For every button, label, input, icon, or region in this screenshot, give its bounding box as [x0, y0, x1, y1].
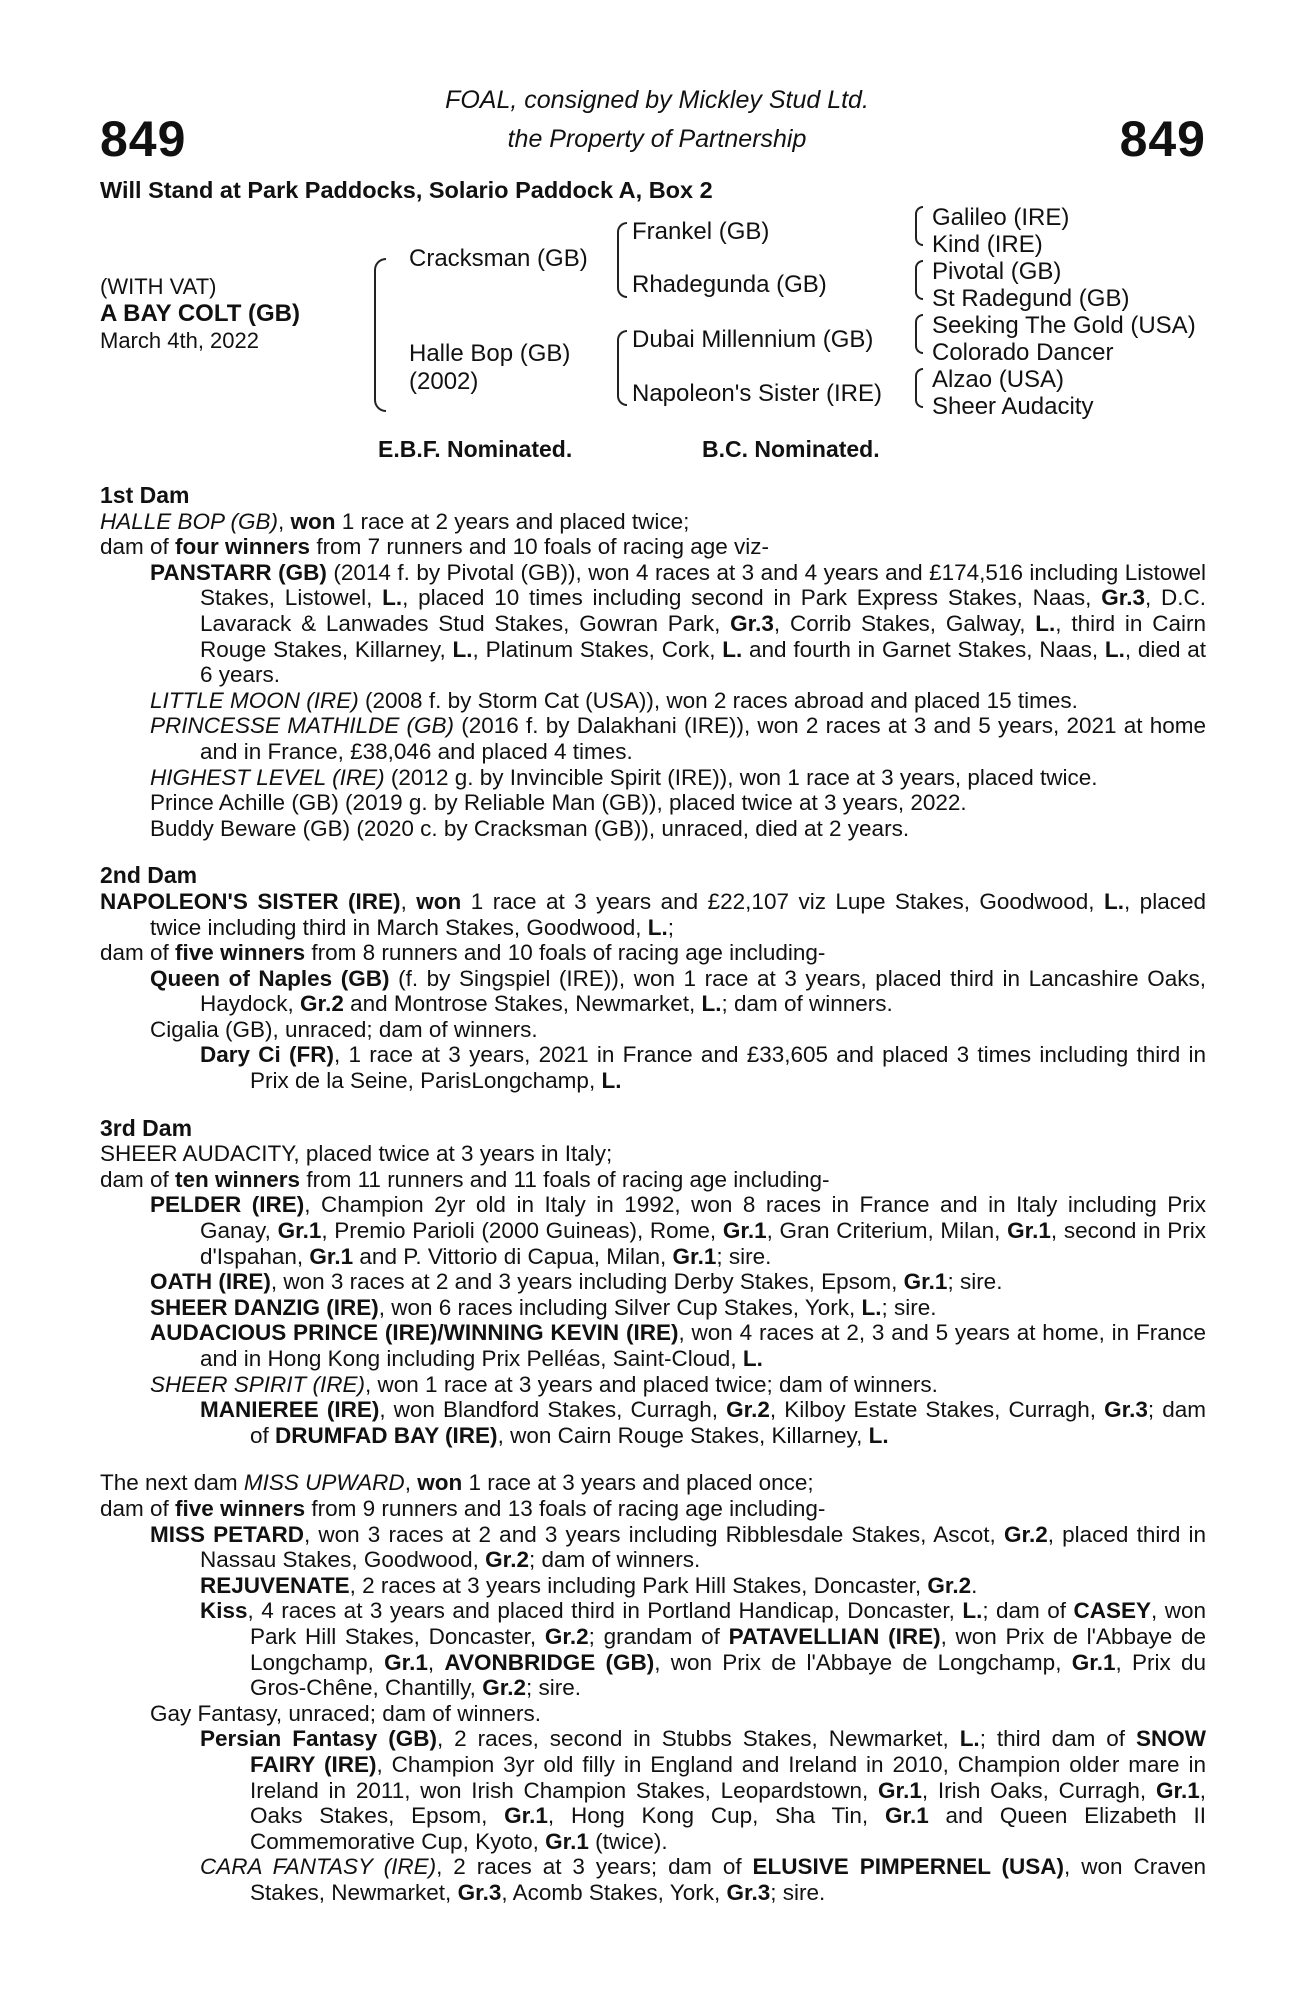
dam-of-dam: Napoleon's Sister (IRE): [632, 380, 883, 407]
third-dam-heading: 3rd Dam: [100, 1114, 193, 1141]
ggp-6: Colorado Dancer: [932, 339, 1114, 366]
sire-of-dam: Dubai Millennium (GB): [632, 326, 874, 353]
produce-audacious-prince: AUDACIOUS PRINCE (IRE)/WINNING KEVIN (IRE), won 4 races at 2, 3 and 5 years at home, in France and in Hong Kong including Prix Pelléas, Saint-Cloud, L.: [150, 1320, 1206, 1371]
produce-sheer-spirit: SHEER SPIRIT (IRE), won 1 race at 3 years and placed twice; dam of winners.: [150, 1371, 938, 1397]
ggp-7: Alzao (USA): [932, 366, 1065, 393]
dam: Halle Bop (GB): [409, 340, 571, 367]
produce-princesse-mathilde: PRINCESSE MATHILDE (GB) (2016 f. by Dalakhani (IRE)), won 2 races at 3 and 5 years, 2021 at home and in France, £38,046 and placed 4 times.: [150, 713, 1206, 764]
dam-of-sire: Rhadegunda (GB): [632, 271, 827, 298]
ggp-1: Galileo (IRE): [932, 204, 1070, 231]
produce-highest-level: HIGHEST LEVEL (IRE) (2012 g. by Invincible Spirit (IRE)), won 1 race at 3 years, placed twice.: [150, 764, 1098, 790]
consignor-line: FOAL, consigned by Mickley Stud Ltd.: [445, 86, 869, 114]
vat-note: (WITH VAT): [100, 274, 217, 299]
sire-of-sire: Frankel (GB): [632, 218, 770, 245]
pedigree-brace-dam: [617, 330, 627, 406]
first-dam-entry: HALLE BOP (GB), won 1 race at 2 years and placed twice;: [100, 508, 690, 534]
produce-manieree: MANIEREE (IRE), won Blandford Stakes, Curragh, Gr.2, Kilboy Estate Stakes, Curragh, Gr.3; dam of DRUMFAD BAY (IRE), won Cairn Rouge Stakes, Killarney, L.: [200, 1397, 1206, 1448]
produce-buddy-beware: Buddy Beware (GB) (2020 c. by Cracksman (GB)), unraced, died at 2 years.: [150, 815, 910, 841]
pedigree-brace-ss: [915, 206, 923, 246]
catalogue-body: [100, 483, 1206, 1905]
first-dam-heading: 1st Dam: [100, 482, 190, 508]
produce-dary-ci: Dary Ci (FR), 1 race at 3 years, 2021 in France and £33,605 and placed 3 times including third in Prix de la Seine, ParisLongchamp, L.: [200, 1042, 1206, 1094]
produce-cara-fantasy: CARA FANTASY (IRE), 2 races at 3 years; dam of ELUSIVE PIMPERNEL (USA), won Craven Stakes, Newmarket, Gr.3, Acomb Stakes, York, Gr.3; sire.: [200, 1854, 1206, 1905]
ebf-nomination: E.B.F. Nominated.: [378, 436, 573, 462]
produce-rejuvenate: REJUVENATE, 2 races at 3 years including Park Hill Stakes, Doncaster, Gr.2.: [200, 1572, 978, 1598]
first-dam-produce-summary: dam of four winners from 7 runners and 10 foals of racing age viz-: [100, 534, 770, 560]
pedigree-brace-sd: [915, 260, 923, 300]
ggp-3: Pivotal (GB): [932, 258, 1062, 285]
produce-miss-petard: MISS PETARD, won 3 races at 2 and 3 years including Ribblesdale Stakes, Ascot, Gr.2, placed third in Nassau Stakes, Goodwood, Gr.2; dam of winners.: [150, 1521, 1206, 1573]
produce-prince-achille: Prince Achille (GB) (2019 g. by Reliable Man (GB)), placed twice at 3 years, 2022.: [150, 790, 967, 816]
sire: Cracksman (GB): [409, 245, 588, 272]
ggp-5: Seeking The Gold (USA): [932, 312, 1196, 339]
second-dam-entry: NAPOLEON'S SISTER (IRE), won 1 race at 3 years and £22,107 viz Lupe Stakes, Goodwood, L., placed twice including third in March Stakes, Goodwood, L.;: [100, 888, 1206, 940]
ggp-2: Kind (IRE): [932, 231, 1043, 258]
pedigree-brace-dd: [915, 368, 923, 408]
stand-location: Will Stand at Park Paddocks, Solario Paddock A, Box 2: [100, 177, 713, 203]
pedigree-brace-sire: [617, 222, 627, 298]
dam-year: (2002): [409, 368, 479, 395]
bc-nomination: B.C. Nominated.: [702, 436, 880, 462]
produce-pelder: PELDER (IRE), Champion 2yr old in Italy in 1992, won 8 races in France and in Italy including Prix Ganay, Gr.1, Premio Parioli (2000 Guineas), Rome, Gr.1, Gran Criterium, Milan, Gr.1, second in Prix d'Ispahan, Gr.1 and P. Vittorio di Capua, Milan, Gr.1; sire.: [150, 1192, 1207, 1269]
second-dam-produce-summary: dam of five winners from 8 runners and 10 foals of racing age including-: [100, 940, 826, 966]
second-dam-heading: 2nd Dam: [100, 862, 198, 889]
produce-persian-fantasy: Persian Fantasy (GB), 2 races, second in Stubbs Stakes, Newmarket, L.; third dam of SNOW FAIRY (IRE), Champion 3yr old filly in England and Ireland in 2010, Champion older mare in Ireland in 2011, won Irish Champion Stakes, Leopardstown, Gr.1, Irish Oaks, Curragh, Gr.1, Oaks Stakes, Epsom, Gr.1, Hong Kong Cup, Sha Tin, Gr.1 and Queen Elizabeth II Commemorative Cup, Kyoto, Gr.1 (twice).: [200, 1726, 1206, 1854]
produce-little-moon: LITTLE MOON (IRE) (2008 f. by Storm Cat (USA)), won 2 races abroad and placed 15 times.: [150, 687, 1078, 713]
ggp-8: Sheer Audacity: [932, 393, 1094, 420]
produce-oath: OATH (IRE), won 3 races at 2 and 3 years including Derby Stakes, Epsom, Gr.1; sire.: [150, 1269, 1003, 1295]
produce-queen-of-naples: Queen of Naples (GB) (f. by Singspiel (IRE)), won 1 race at 3 years, placed third in Lancashire Oaks, Haydock, Gr.2 and Montrose Stakes, Newmarket, L.; dam of winners.: [150, 965, 1206, 1017]
next-dam-produce-summary: dam of five winners from 9 runners and 13 foals of racing age including-: [100, 1495, 826, 1521]
horse-name: A BAY COLT (GB): [100, 300, 301, 327]
lot-number-right: 849: [1119, 111, 1206, 167]
third-dam-entry: SHEER AUDACITY, placed twice at 3 years in Italy;: [100, 1141, 613, 1167]
pedigree-brace-main: [374, 258, 386, 412]
produce-sheer-danzig: SHEER DANZIG (IRE), won 6 races including Silver Cup Stakes, York, L.; sire.: [150, 1294, 937, 1320]
lot-number-left: 849: [100, 111, 187, 167]
third-dam-produce-summary: dam of ten winners from 11 runners and 11 foals of racing age including-: [100, 1166, 830, 1192]
foaling-date: March 4th, 2022: [100, 328, 259, 353]
produce-panstarr: PANSTARR (GB) (2014 f. by Pivotal (GB)), won 4 races at 3 and 4 years and £174,516 including Listowel Stakes, Listowel, L., placed 10 times including second in Park Express Stakes, Naas, Gr.3, D.C. Lavarack & Lanwades Stud Stakes, Gowran Park, Gr.3, Corrib Stakes, Galway, L., third in Cairn Rouge Stakes, Killarney, L., Platinum Stakes, Cork, L. and fourth in Garnet Stakes, Naas, L., died at 6 years.: [150, 559, 1207, 688]
ggp-4: St Radegund (GB): [932, 285, 1130, 312]
produce-kiss: Kiss, 4 races at 3 years and placed third in Portland Handicap, Doncaster, L.; dam of CASEY, won Park Hill Stakes, Doncaster, Gr.2; grandam of PATAVELLIAN (IRE), won Prix de l'Abbaye de Longchamp, Gr.1, AVONBRIDGE (GB), won Prix de l'Abbaye de Longchamp, Gr.1, Prix du Gros-Chêne, Chantilly, Gr.2; sire.: [200, 1598, 1207, 1701]
property-line: the Property of Partnership: [507, 125, 807, 153]
produce-gay-fantasy: Gay Fantasy, unraced; dam of winners.: [150, 1700, 542, 1726]
pedigree-brace-ds: [915, 314, 923, 354]
produce-cigalia: Cigalia (GB), unraced; dam of winners.: [150, 1016, 538, 1042]
next-dam-entry: The next dam MISS UPWARD, won 1 race at 3 years and placed once;: [100, 1470, 814, 1496]
